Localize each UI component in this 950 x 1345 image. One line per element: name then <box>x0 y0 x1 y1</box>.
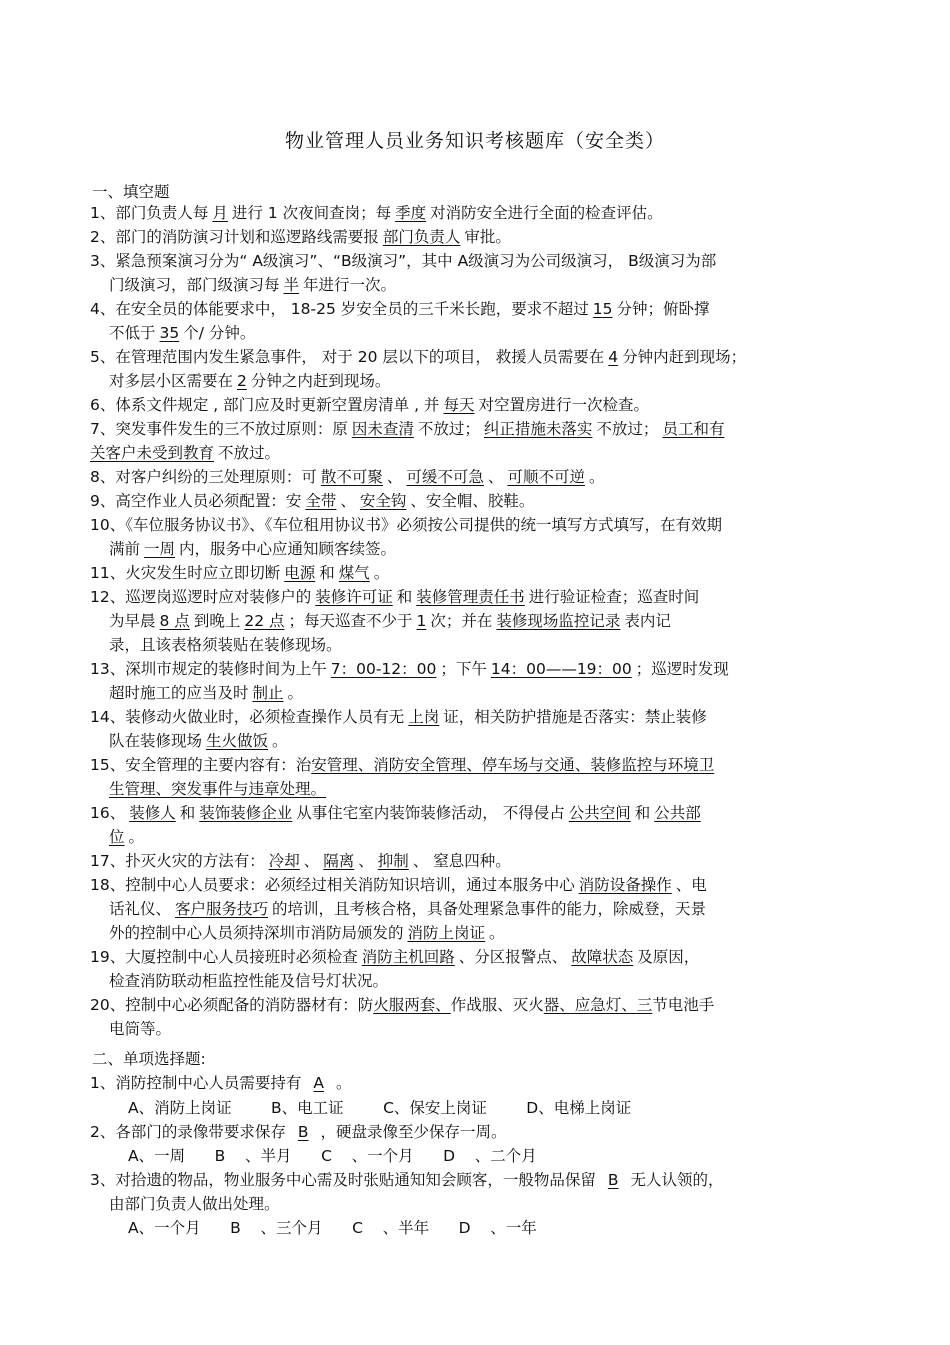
text: 内，服务中心应通知顾客续签。 <box>179 540 397 558</box>
answer-blank: 器、应急灯、三 <box>543 996 653 1014</box>
answer-blank: 消防主机回路 <box>361 948 455 966</box>
text: 。 <box>588 468 605 486</box>
text: 、 <box>340 492 356 510</box>
text: 。 <box>335 1074 352 1092</box>
text: 为早晨 <box>109 612 156 630</box>
text: 不低于 <box>109 324 156 342</box>
question-14 <box>90 705 865 753</box>
answer-blank: 8 点 <box>159 612 190 630</box>
text: 20、控制中心必须配备的消防器材有：防 <box>90 996 374 1014</box>
answer-blank: 1 <box>416 612 427 630</box>
answer-blank: 15 <box>592 300 613 318</box>
question-11 <box>90 561 865 585</box>
question-2 <box>90 225 865 249</box>
text: ；巡逻时发现 <box>635 660 729 678</box>
text: 无人认领的， <box>630 1171 724 1189</box>
text: 和 <box>634 804 651 822</box>
continuation-line <box>90 825 865 849</box>
answer-blank: 7：00-12：00 <box>330 660 437 678</box>
question-18 <box>90 873 865 945</box>
text: 7、突发事件发生的三不放过原则：原 <box>90 420 348 438</box>
text: 和 <box>179 804 196 822</box>
continuation-line <box>90 441 865 465</box>
answer-blank: 关客户未受到教育 <box>90 444 215 462</box>
answer-blank: 生管理、突发事件与违章处理。 <box>109 780 327 798</box>
choice-question-2 <box>90 1120 865 1144</box>
text: 个/ 分钟。 <box>183 324 256 342</box>
text: 对多层小区需要在 <box>109 372 234 390</box>
answer-blank: 每天 <box>443 396 475 414</box>
continuation-line <box>90 681 865 705</box>
continuation-line: 录，且该表格须装贴在装修现场。 <box>109 636 342 654</box>
text: 门级演习，部门级演习每 <box>109 276 280 294</box>
question-3 <box>90 249 865 297</box>
continuation-line <box>90 777 865 801</box>
text: 、分区报警点、 <box>458 948 568 966</box>
continuation-line <box>90 321 865 345</box>
answer-blank: 消防设备操作 <box>578 876 672 894</box>
answer-blank: B <box>607 1171 619 1189</box>
continuation-line <box>90 273 865 297</box>
text: 不放过。 <box>218 444 281 462</box>
text: 进行 1 次夜间查岗；每 <box>231 204 392 222</box>
text: 8、对客户纠纷的三处理原则：可 <box>90 468 317 486</box>
text: 3、对拾遗的物品，物业服务中心需及时张贴通知知会顾客，一般物品保留 <box>90 1171 596 1189</box>
text: 外的控制中心人员须持深圳市消防局颁发的 <box>109 924 404 942</box>
text: 到晚上 <box>193 612 241 630</box>
text: 从事住宅室内装饰装修活动， 不得侵占 <box>296 804 565 822</box>
text: 、 窒息四种。 <box>412 852 511 870</box>
text: 4、在安全员的体能要求中， 18-25 岁安全员的三千米长跑，要求不超过 <box>90 300 589 318</box>
page-title: 物业管理人员业务知识考核题库（安全类） <box>284 130 665 152</box>
answer-blank: 装饰装修企业 <box>199 804 293 822</box>
answer-blank: 季度 <box>395 204 427 222</box>
question-13 <box>90 657 865 705</box>
text: 。 <box>373 564 390 582</box>
answer-blank: 全带 <box>305 492 337 510</box>
text: 5、在管理范围内发生紧急事件， 对于 20 层以下的项目， 救援人员需要在 <box>90 348 605 366</box>
question-9 <box>90 489 865 513</box>
answer-blank: 35 <box>159 324 180 342</box>
text: 对空置房进行一次检查。 <box>478 396 649 414</box>
text: ，硬盘录像至少保存一周。 <box>320 1123 507 1141</box>
choice-question-3 <box>90 1168 865 1216</box>
text: 6、体系文件规定 , 部门应及时更新空置房清单 , 并 <box>90 396 440 414</box>
answer-blank: 部门负责人 <box>382 228 461 246</box>
text: 。 <box>489 924 505 942</box>
text: 的培训，且考核合格，具备处理紧急事件的能力，除威登，天景 <box>272 900 707 918</box>
question-10 <box>90 513 865 561</box>
text: 和 <box>396 588 413 606</box>
answer-blank: 安管理、消防安全管理、停车场与交通、装修监控与环境卫 <box>311 756 715 774</box>
answer-blank: 装修许可证 <box>315 588 393 606</box>
answer-blank: A <box>313 1074 324 1092</box>
answer-blank: 一周 <box>144 540 176 558</box>
text: 3、紧急预案演习分为“ A级演习”、“B级演习”，其中 A级演习为公司级演习， B级演习为部 <box>90 252 717 270</box>
answer-blank: 2 <box>237 372 247 390</box>
answer-blank: 14：00——19：00 <box>490 660 632 678</box>
answer-blank: 制止 <box>252 684 284 702</box>
question-12 <box>90 585 865 657</box>
text: 话礼仪、 <box>109 900 172 918</box>
answer-blank: 装修人 <box>129 804 176 822</box>
text: 18、控制中心人员要求：必须经过相关消防知识培训，通过本服务中心 <box>90 876 575 894</box>
answer-blank: B <box>297 1123 309 1141</box>
choice-options-3: A、一个月 B 、三个月 C 、半年 D 、一年 <box>128 1219 537 1237</box>
answer-blank: 装修现场监控记录 <box>496 612 621 630</box>
answer-blank: 22 点 <box>244 612 285 630</box>
answer-blank: 公共部 <box>654 804 701 822</box>
text: 。 <box>287 684 304 702</box>
text: 分钟之内赶到现场。 <box>250 372 391 390</box>
text: 13、深圳市规定的装修时间为上午 <box>90 660 327 678</box>
answer-blank: 生火做饭 <box>206 732 269 750</box>
text: 进行验证检查；巡查时间 <box>528 588 700 606</box>
text: 不放过； <box>417 420 480 438</box>
continuation-line <box>90 729 865 753</box>
choice-question-1 <box>90 1071 865 1095</box>
question-8 <box>90 465 865 489</box>
answer-blank: 公共空间 <box>568 804 631 822</box>
text: 、 <box>487 468 504 486</box>
text: 节电池手 <box>652 996 715 1014</box>
continuation-line: 由部门负责人做出处理。 <box>109 1195 280 1213</box>
text: 不放过； <box>596 420 659 438</box>
text: 1、消防控制中心人员需要持有 <box>90 1074 302 1092</box>
text: 证，相关防护措施是否落实：禁止装修 <box>443 708 707 726</box>
text: 对消防安全进行全面的检查评估。 <box>430 204 663 222</box>
text: 分钟；俯卧撑 <box>616 300 710 318</box>
question-15 <box>90 753 865 801</box>
question-6 <box>90 393 865 417</box>
text: 满前 <box>109 540 141 558</box>
answer-blank: 可缓不可急 <box>406 468 484 486</box>
text: 、 <box>358 852 374 870</box>
question-19 <box>90 945 865 993</box>
continuation-line <box>90 609 865 633</box>
answer-blank: 可顺不可逆 <box>507 468 585 486</box>
text: 17、扑灭火灾的方法有： <box>90 852 265 870</box>
text: 。 <box>128 828 145 846</box>
text: 10、《车位服务协议书》、《车位租用协议书》必须按公司提供的统一填写方式填写，在有效期 <box>90 516 722 534</box>
text: 1、部门负责人每 <box>90 204 209 222</box>
question-17 <box>90 849 865 873</box>
text: 年进行一次。 <box>303 276 397 294</box>
continuation-line: 检查消防联动柜监控性能及信号灯状况。 <box>109 972 389 990</box>
continuation-line <box>90 921 865 945</box>
choice-options-2: A、一周 B 、半月 C 、一个月 D 、二个月 <box>128 1147 537 1165</box>
text: 9、高空作业人员必须配置：安 <box>90 492 302 510</box>
text: 队在装修现场 <box>109 732 203 750</box>
text: ；每天巡查不少于 <box>288 612 413 630</box>
text: 作战服、灭火 <box>450 996 544 1014</box>
section-heading-single-choice: 二、单项选择题: <box>92 1050 206 1068</box>
answer-blank: 纠正措施未落实 <box>483 420 593 438</box>
question-16 <box>90 801 865 849</box>
continuation-line <box>90 897 865 921</box>
text: ；下午 <box>440 660 487 678</box>
answer-blank: 位 <box>109 828 125 846</box>
answer-blank: 员工和有 <box>662 420 725 438</box>
answer-blank: 煤气 <box>338 564 370 582</box>
question-5 <box>90 345 865 393</box>
text: 15、安全管理的主要内容有：治 <box>90 756 312 774</box>
text: 表内记 <box>624 612 671 630</box>
section-heading-fill-blank: 一、填空题 <box>92 183 170 201</box>
text: 。 <box>272 732 288 750</box>
answer-blank: 月 <box>212 204 228 222</box>
answer-blank: 半 <box>283 276 300 294</box>
answer-blank: 消防上岗证 <box>407 924 486 942</box>
text: 12、巡逻岗巡逻时应对装修户的 <box>90 588 312 606</box>
answer-blank: 冷却 <box>268 852 300 870</box>
continuation-line: 电筒等。 <box>109 1020 172 1038</box>
text: 和 <box>319 564 335 582</box>
text: 、电 <box>675 876 707 894</box>
question-4 <box>90 297 865 345</box>
choice-options-1: A、消防上岗证 B、电工证 C、保安上岗证 D、电梯上岗证 <box>128 1099 632 1117</box>
text: 11、火灾发生时应立即切断 <box>90 564 281 582</box>
answer-blank: 因未查清 <box>351 420 414 438</box>
text: 2、部门的消防演习计划和巡逻路线需要报 <box>90 228 379 246</box>
answer-blank: 火服两套、 <box>373 996 451 1014</box>
text: 、 <box>386 468 403 486</box>
continuation-line <box>90 537 865 561</box>
text: 审批。 <box>464 228 511 246</box>
answer-blank: 电源 <box>284 564 316 582</box>
text: 19、大厦控制中心人员接班时必须检查 <box>90 948 358 966</box>
text: 及原因， <box>637 948 700 966</box>
text: 16、 <box>90 804 126 822</box>
question-1 <box>90 201 865 225</box>
continuation-line <box>90 369 865 393</box>
answer-blank: 上岗 <box>408 708 440 726</box>
question-7 <box>90 417 865 465</box>
text: 分钟内赶到现场； <box>622 348 747 366</box>
text: 次；并在 <box>430 612 493 630</box>
text: 超时施工的应当及时 <box>109 684 249 702</box>
answer-blank: 散不可聚 <box>320 468 383 486</box>
answer-blank: 故障状态 <box>571 948 634 966</box>
text: 14、装修动火做业时，必须检查操作人员有无 <box>90 708 405 726</box>
text: 、安全帽、胶鞋。 <box>410 492 535 510</box>
answer-blank: 隔离 <box>323 852 355 870</box>
answer-blank: 4 <box>608 348 619 366</box>
answer-blank: 装修管理责任书 <box>416 588 525 606</box>
text: 2、各部门的录像带要求保存 <box>90 1123 286 1141</box>
answer-blank: 安全钩 <box>359 492 407 510</box>
text: 、 <box>303 852 320 870</box>
answer-blank: 抑制 <box>377 852 409 870</box>
question-20 <box>90 993 865 1041</box>
answer-blank: 客户服务技巧 <box>175 900 269 918</box>
